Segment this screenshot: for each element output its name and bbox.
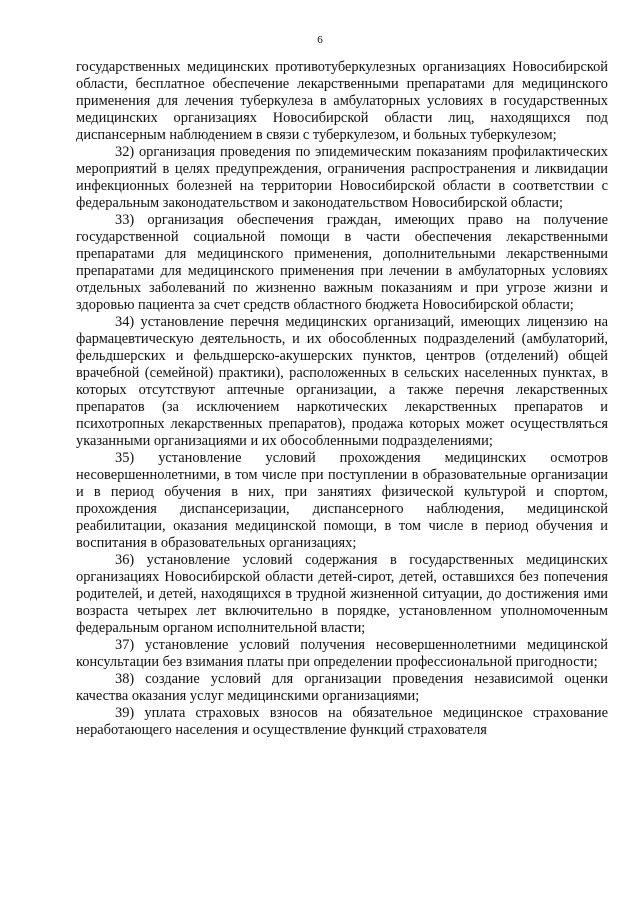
paragraph-item-36: 36) установление условий содержания в государственных медицинских организациях Новосибирской области детей-сирот, детей, оставшихся без попечения родителей, и детей, находящихся в трудной жизненной ситуации, до достижения ими возраста четырех лет включительно в порядке, установленном уполномоченным федеральным органом исполнительной власти; (76, 552, 608, 636)
paragraph-item-33: 33) организация обеспечения граждан, имеющих право на получение государственной социальной помощи в части обеспечения лекарственными препаратами для медицинского применения, дополнительными лекарственными препаратами для медицинского применения при лечении в амбулаторных условиях отдельных заболеваний по жизненно важным показаниям и при угрозе жизни и здоровью пациента за счет средств областного бюджета Новосибирской области; (76, 212, 608, 313)
paragraph-item-35: 35) установление условий прохождения медицинских осмотров несовершеннолетними, в том числе при поступлении в образовательные организации и в период обучения в них, при занятиях физической культурой и спортом, прохождения диспансеризации, диспансерного наблюдения, медицинской реабилитации, оказания медицинской помощи, в том числе в период обучения и воспитания в образовательных организациях; (76, 450, 608, 551)
document-body (76, 59, 608, 739)
page-number: 6 (317, 34, 323, 46)
paragraph-item-37: 37) установление условий получения несовершеннолетними медицинской консультации без взимания платы при определении профессиональной пригодности; (76, 637, 608, 670)
paragraph-item-34: 34) установление перечня медицинских организаций, имеющих лицензию на фармацевтическую деятельность, и их обособленных подразделений (амбулаторий, фельдшерских и фельдшерско-акушерских пунктов, центров (отделений) общей врачебной (семейной) практики), расположенных в сельских населенных пунктах, в которых отсутствуют аптечные организации, а также перечня лекарственных препаратов (за исключением наркотических лекарственных препаратов и психотропных лекарственных препаратов), продажа которых может осуществляться указанными организациями и их обособленными подразделениями; (76, 314, 608, 449)
paragraph-item-39: 39) уплата страховых взносов на обязательное медицинское страхование неработающего населения и осуществление функций страхователя (76, 705, 608, 738)
paragraph-item-32: 32) организация проведения по эпидемическим показаниям профилактических мероприятий в целях предупреждения, ограничения распространения и ликвидации инфекционных болезней на территории Новосибирской области в соответствии с федеральным законодательством и законодательством Новосибирской области; (76, 144, 608, 211)
paragraph-item-38: 38) создание условий для организации проведения независимой оценки качества оказания услуг медицинскими организациями; (76, 671, 608, 704)
paragraph-continued: государственных медицинских противотуберкулезных организациях Новосибирской области, бесплатное обеспечение лекарственными препаратами для медицинского применения для лечения туберкулеза в амбулаторных условиях в государственных медицинских организациях Новосибирской области лиц, находящихся под диспансерным наблюдением в связи с туберкулезом, и больных туберкулезом; (76, 59, 608, 143)
